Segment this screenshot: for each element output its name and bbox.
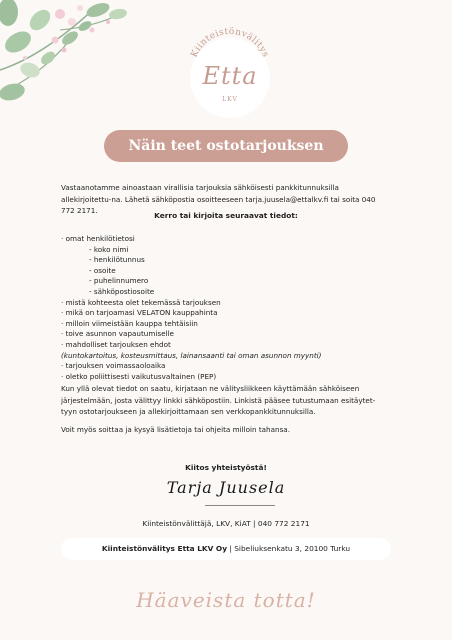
signature-underline	[205, 505, 275, 506]
list-item: - osoite	[89, 265, 116, 275]
list-item: · mahdolliset tarjouksen ehdot	[61, 339, 171, 349]
signature: Tarja Juusela	[166, 478, 286, 497]
office-info	[61, 538, 391, 560]
logo-suffix: LKV	[222, 96, 238, 103]
list-item: · omat henkilötietosi	[61, 234, 135, 243]
list-item: - puhelinnumero	[89, 276, 149, 286]
section-heading: Kerro tai kirjoita seuraavat tiedot:	[154, 211, 298, 220]
list-item: - koko nimi	[89, 244, 129, 254]
list-item: · mikä on tarjoamasi VELATON kauppahinta	[61, 308, 218, 318]
page-title: Näin teet ostotarjouksen	[104, 130, 348, 162]
list-item: · milloin viimeistään kauppa tehtäisiin	[61, 318, 198, 328]
office-name: Kiinteistönvälitys Etta LKV Oy	[101, 544, 228, 553]
list-item: · toive asunnon vapautumiselle	[61, 329, 174, 339]
agent-title: Kiinteistönvälittäjä, LKV, KiAT | 040 772 2171	[142, 519, 310, 528]
list-item: · oletko poliittisesti vaikutusvaltainen (PEP)	[61, 371, 217, 381]
list-item: · mistä kohteesta olet tekemässä tarjouksen	[61, 297, 221, 307]
tagline: Häaveista totta!	[136, 588, 316, 612]
svg-text:Kiinteistönvälitys	[190, 27, 271, 59]
logo-name: Etta	[202, 62, 258, 90]
intro-text: Vastaanotamme ainoastaan virallisia tarjouksia sähköisesti pankkitunnuksilla allekirjoitettu-na. Lähetä sähköpostia osoitteeseen tarja.juusela@ettalkv.fi tai soita 040 772 2171.	[61, 183, 376, 215]
list-item: - sähköpostiosoite	[89, 286, 155, 296]
office-address: | Sibeliuksenkatu 3, 20100 Turku	[227, 544, 351, 553]
thanks-text: Kiitos yhteistyöstä!	[185, 463, 267, 472]
process-paragraph: Kun yllä olevat tiedot on saatu, kirjataan ne välitysliikkeen käyttämään sähköiseen järjestelmään, josta välittyy linkki sähköpostiin. Linkistä pääsee tutustumaan esitäytet-tyyn ostotarjoukseen ja allekirjoittamaan sen verkkopankkitunnuksilla.	[61, 384, 376, 416]
logo	[180, 20, 280, 120]
list-item: (kuntokartoitus, kosteusmittaus, lainansaanti tai oman asunnon myynti)	[61, 350, 322, 360]
logo-arc-label: Kiinteistönvälitys	[189, 26, 271, 60]
floral-decoration	[0, 0, 170, 110]
required-info-list	[61, 234, 391, 382]
contact-paragraph: Voit myös soittaa ja kysyä lisätietoja tai ohjeita milloin tahansa.	[61, 425, 290, 434]
list-item: · tarjouksen voimassaoloaika	[61, 361, 166, 371]
list-item: - henkilötunnus	[89, 255, 145, 265]
